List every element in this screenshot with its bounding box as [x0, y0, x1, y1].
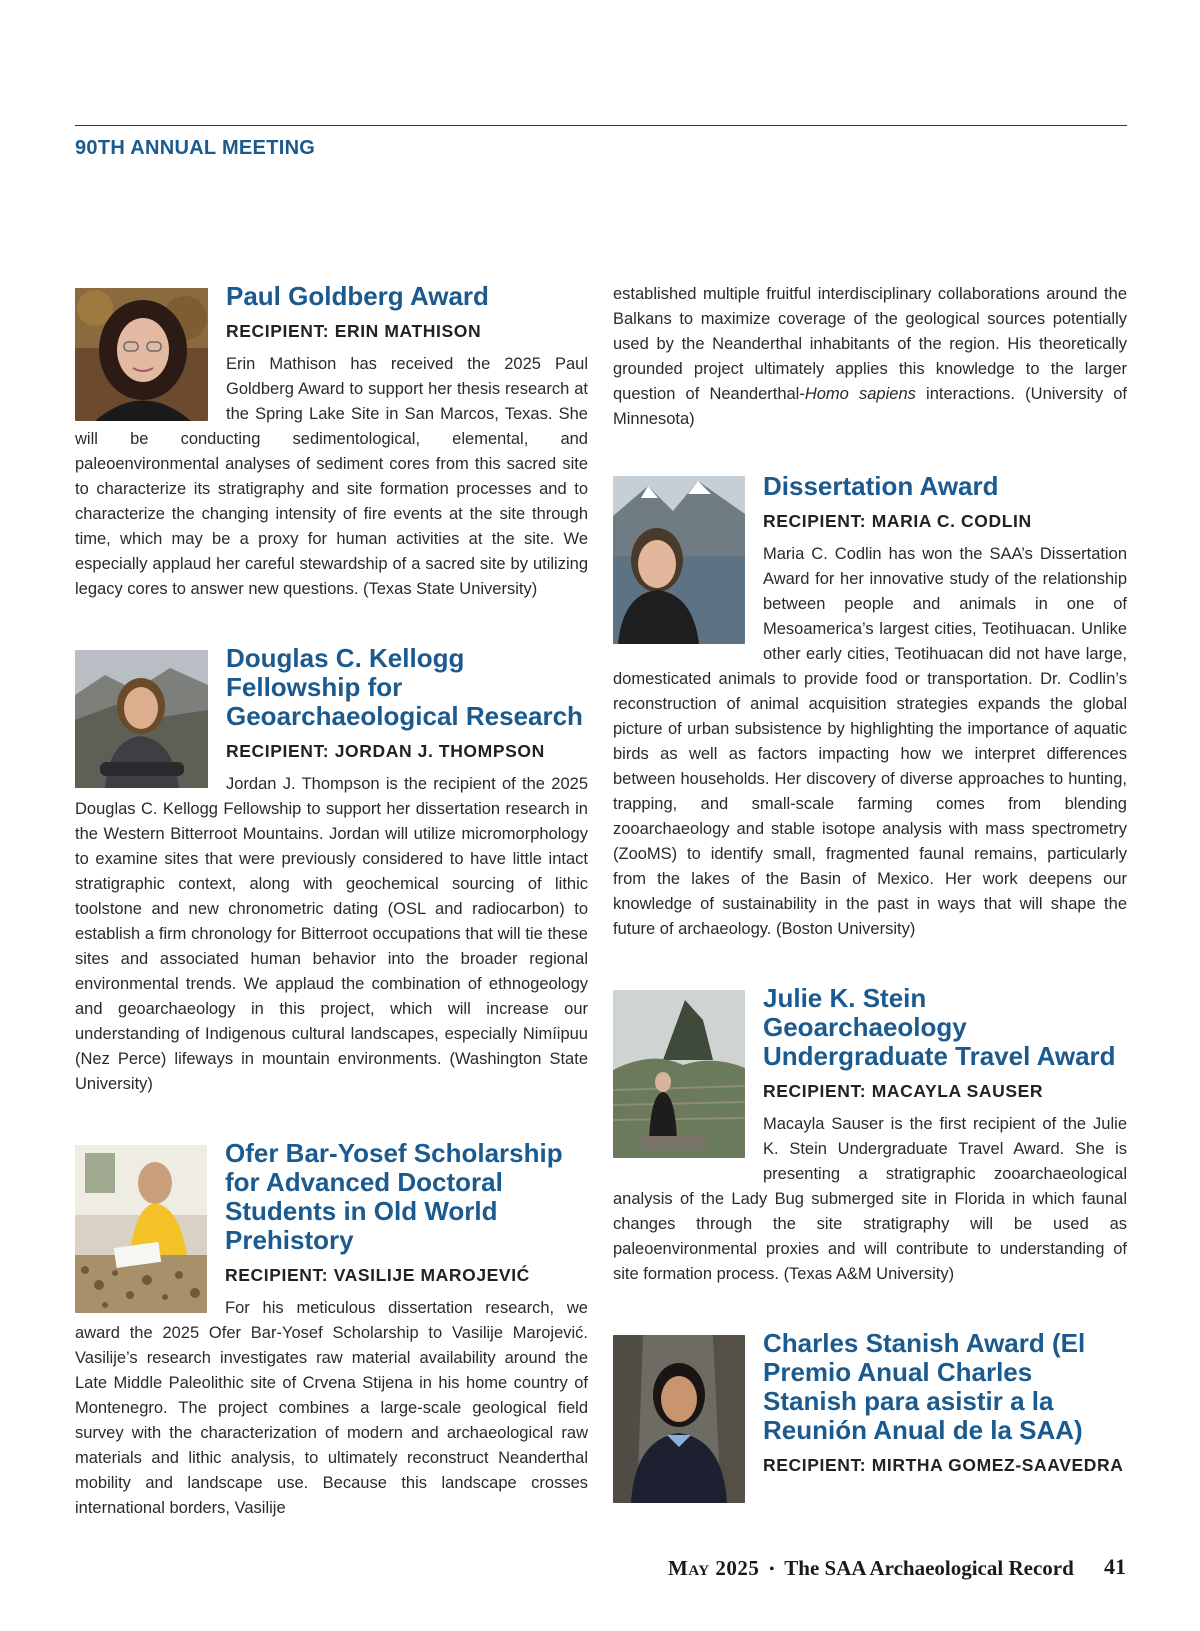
award-stanish [613, 1329, 1127, 1476]
award-title: Dissertation Award [763, 471, 999, 501]
award-bar-yosef [75, 1139, 588, 1521]
award-description: For his meticulous dissertation research, we award the 2025 Ofer Bar-Yosef Scholarship to Vasilije Marojević. Vasilije’s research investigates raw material availability around the Late Middle Paleolithic site of Crvena Stijena in his home country of Montenegro. The project combines a large-scale geological field survey with the characterization of modern and archaeological raw materials and lithic analysis, to ultimately reconstruct Neanderthal mobility and landscape use. Because this landscape crosses international borders, Vasilije [75, 1299, 588, 1517]
award-title: Paul Goldberg Award [226, 281, 489, 311]
award-goldberg [75, 282, 588, 602]
footer-bullet: • [769, 1562, 775, 1577]
award-title: Ofer Bar-Yosef Scholarship for Advanced Doctoral Students in Old World Prehistory [225, 1138, 563, 1255]
recipient-label: RECIPIENT: VASILIJE MAROJEVIĆ [225, 1265, 530, 1285]
recipient-label: RECIPIENT: JORDAN J. THOMPSON [226, 741, 545, 761]
photo-mirtha-gomez-saavedra [613, 1335, 745, 1503]
award-description: Maria C. Codlin has won the SAA’s Dissertation Award for her innovative study of the relationship between people and animals in one of Mesoamerica’s largest cities, Teotihuacan. Unlike other early cities, Teotihuacan did not have large, domesticated animals to provide food or transportation. Dr. Codlin’s reconstruction of animal acquisition strategies expands the global picture of urban subsistence by highlighting the importance of aquatic birds as well as factors impacting how we interpret differences between households. Her discovery of diverse approaches to hunting, trapping, and small-scale farming comes from blending zooarchaeology and stable isotope analysis with mass spectrometry (ZooMS) to identify small, fragmented faunal remains, particularly from the lakes of the Basin of Mexico. Her work deepens our knowledge of sustainability in the past in ways that will shape the future of archaeology. (Boston University) [613, 545, 1127, 938]
award-kellogg [75, 644, 588, 1097]
award-title: Charles Stanish Award (El Premio Anual Charles Stanish para asistir a la Reunión Anual de la SAA) [763, 1328, 1086, 1445]
award-title: Douglas C. Kellogg Fellowship for Geoarchaeological Research [226, 643, 583, 731]
photo-vasilije-marojevic [75, 1145, 207, 1313]
recipient-label: RECIPIENT: ERIN MATHISON [226, 321, 482, 341]
recipient-label: RECIPIENT: MIRTHA GOMEZ-SAAVEDRA [763, 1455, 1124, 1475]
right-column [613, 282, 1127, 1509]
page-number: 41 [1104, 1554, 1126, 1579]
photo-jordan-thompson [75, 650, 208, 788]
photo-macayla-sauser [613, 990, 745, 1158]
recipient-label: RECIPIENT: MARIA C. CODLIN [763, 511, 1032, 531]
award-description: Macayla Sauser is the first recipient of the Julie K. Stein Undergraduate Travel Award. She is presenting a stratigraphic zooarchaeological analysis of the Lady Bug submerged site in Florida in which faunal changes through the site stratigraphy will be used as paleoenvironmental proxies and will contribute to understanding of site formation process. (Texas A&M University) [613, 1115, 1127, 1283]
page-footer [668, 1556, 1074, 1581]
award-description: Erin Mathison has received the 2025 Paul Goldberg Award to support her thesis research at the Spring Lake Site in San Marcos, Texas. She will be conducting sedimentological, elemental, and paleoenvironmental analyses of sediment cores from this sacred site to characterize its stratigraphy and site formation processes and to characterize the changing intensity of fire events at the site through time, which may be a proxy for human activities at the site. We especially applaud her careful stewardship of a sacred site by utilizing legacy cores to answer new questions. (Texas State University) [75, 355, 588, 598]
award-description: Jordan J. Thompson is the recipient of the 2025 Douglas C. Kellogg Fellowship to support her dissertation research in the Western Bitterroot Mountains. Jordan will utilize micromorphology to examine sites that were previously considered to have little intact stratigraphic context, along with geochemical sourcing of lithic toolstone and new chronometric dating (OSL and radiocarbon) to establish a firm chronology for Bitterroot occupations that will tie these sites and associated human behavior into the broader regional environmental trends. We applaud the combination of ethnogeology and geoarchaeology in this project, which will increase our understanding of Indigenous cultural landscapes, especially Nimíipuu (Nez Perce) lifeways in mountain environments. (Washington State University) [75, 775, 588, 1093]
left-column [75, 282, 588, 1521]
award-dissertation [613, 472, 1127, 942]
photo-erin-mathison [75, 288, 208, 421]
award-stein [613, 984, 1127, 1287]
photo-maria-codlin [613, 476, 745, 644]
recipient-label: RECIPIENT: MACAYLA SAUSER [763, 1081, 1044, 1101]
continued-text: established multiple fruitful interdisciplinary collaborations around the Balkans to maximize coverage of the geological sources potentially used by the Neanderthal inhabitants of the region. His theoretically grounded project ultimately applies this knowledge to the larger question of Neanderthal-Homo sapiens interactions. (University of Minnesota) [613, 285, 1127, 428]
award-title: Julie K. Stein Geoarchaeology Undergraduate Travel Award [763, 983, 1116, 1071]
footer-journal-title: The SAA Archaeological Record [784, 1556, 1074, 1580]
footer-issue-date: May 2025 [668, 1556, 760, 1580]
header-rule [75, 125, 1127, 126]
section-title: 90TH ANNUAL MEETING [75, 137, 316, 159]
